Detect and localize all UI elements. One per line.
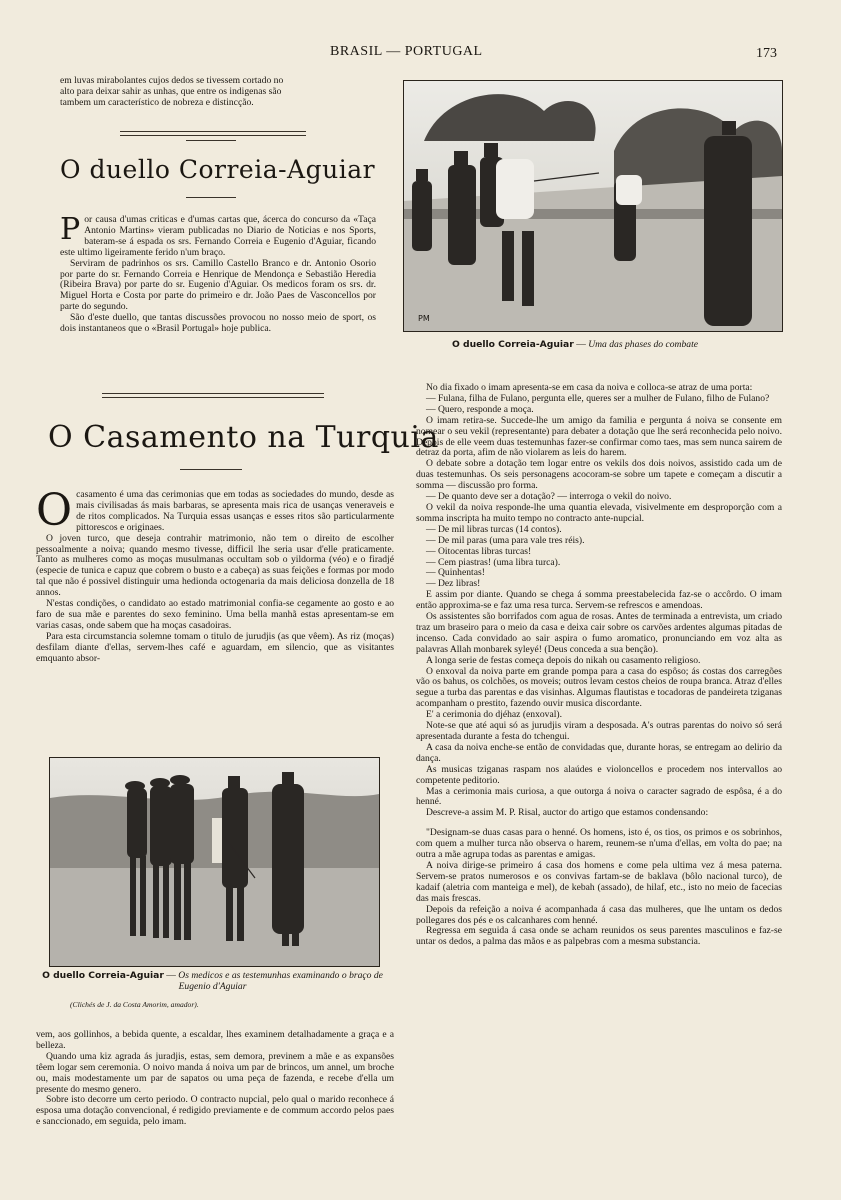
body-paragraph: O debate sobre a dotação tem logar entre os vekils dos dois noivos, assistido cada um de duas testemunhas. Os seis personagens acocoram-se sobre um tapete e começam a discutir a somma — discussão pro forma.	[416, 458, 782, 492]
body-paragraph: Descreve-a assim M. P. Risal, auctor do artigo que estamos condensando:	[426, 807, 709, 819]
caption-dash: —	[166, 970, 176, 981]
body-paragraph: As musicas tziganas raspam nos alaúdes e violoncellos e procedem nos intervallos ao competente peditorio.	[416, 763, 782, 786]
wedding-article-continued	[36, 1030, 394, 1128]
divider	[180, 469, 242, 470]
dialogue-line: — De mil paras (uma para vale tres réis).	[426, 534, 585, 546]
quoted-paragraph: A noiva dirige-se primeiro á casa dos homens e come pela ultima vez á mesa paterna. Servem-se pratos numerosos e os convivas fartam-se de baklava (bôlo nacional turco), de kadaif (aletria com manteiga e mel), de kebah (assado), de hilaf, etc., isto no meio de facecias das mais frescas.	[416, 859, 782, 904]
page-number: 173	[756, 46, 777, 61]
wedding-paragraph: Para esta circumstancia solemne tomam o titulo de jurudjis (as que vêem). As riz (moças) desfilam diante d'ellas, servem-lhes café e aguardam, em silencio, que as visitantes emquanto absor-	[36, 630, 394, 664]
running-title: BRASIL — PORTUGAL	[330, 44, 483, 59]
dropcap: P	[60, 212, 81, 247]
divider	[120, 131, 306, 136]
wedding-paragraph: O joven turco, que deseja contrahir matrimonio, não tem o direito de escolher pessoalmente a noiva; quando mesmo tivesse, difficil lhe seria usar d'elle praticamente. Tanto as mulheres como as moças musulmanas occultam sob o yildorma (véo) e o firadjé (especie de tunica e capuz que cobrem o busto e a cabeça) as suas feições e formas por modo tal que não é possivel distinguir uma hedionda octogenaria da mais deliciosa donzella de 18 annos.	[36, 532, 394, 599]
wedding-article-title: O Casamento na Turquia	[48, 420, 439, 455]
photo-duel-combat	[403, 80, 783, 332]
body-paragraph: Os assistentes são borrifados com agua de rosas. Antes de terminada a entrevista, um criado traz um braseiro para o meio da casa e deixa cair sobre os carvões ardentes algumas pitadas de incenso. Cada convidado ao sair aspira o fumo aromatico, pronunciando em voz alta as palavras Allah monbarek syleyé! (Deus conceda a sua benção).	[416, 611, 782, 655]
quoted-paragraph: Regressa em seguida á casa onde se acham reunidos os seus parentes masculinos e faz-se untar os dedos, a palma das mãos e as palpebras com a mesma substancia.	[416, 925, 782, 948]
body-paragraph: Note-se que até aqui só as jurudjis viram a desposada. A's outras parentas do noivo só será apresentada durante a festa do tchengui.	[416, 720, 782, 742]
duel-article-title: O duello Correia-Aguiar	[60, 155, 376, 184]
quoted-paragraph: "Designam-se duas casas para o henné. Os homens, isto é, os tios, os primos e os sobrinhos, com quem a mulher turca não observa o harem, reunem-se n'uma d'ellas, em volta do pae; na outra a mãe agrupa todas as parentas e amigas.	[416, 827, 782, 861]
intro-line: alto para deixar sahir as unhas, que entre os indigenas são	[60, 85, 282, 97]
caption-text: Uma das phases do combate	[588, 339, 698, 350]
caption-label: O duello Correia-Aguiar	[452, 339, 574, 350]
body-paragraph: A casa da noiva enche-se então de convidadas que, durante horas, se entregam ao delirio da dança.	[416, 741, 782, 764]
body-paragraph: — Quero, responde a moça.	[426, 403, 534, 415]
wedding-paragraph: Sobre isto decorre um certo periodo. O contracto nupcial, pelo qual o marido reconhece á esposa uma dotação convencional, é redigido previamente e de commum accordo pelos paes e sanccionado, em seguida, pelo imam.	[36, 1094, 394, 1128]
body-paragraph: No dia fixado o imam apresenta-se em casa da noiva e colloca-se atraz de uma porta:	[426, 382, 753, 393]
wedding-paragraph: casamento é uma das cerimonias que em todas as sociedades do mundo, desde as mais civilisadas ás mais barbaras, se apresenta mais rica de usanças veneraveis e de ritos complicados. Na Turquia essas usanças e esses ritos são particularmente pittorescos e originaes.	[76, 489, 394, 533]
wedding-paragraph: N'estas condições, o candidato ao estado matrimonial confia-se cegamente ao gosto e ao faro de sua mãe e parentes do sexo feminino. Uma bella manhã estas apresentam-se em varias casas, onde sabem que ha moças casadoiras.	[36, 598, 394, 631]
body-paragraph: O imam retira-se. Succede-lhe um amigo da familia e pergunta á noiva se consente em nomear o seu vekil (representante) para debater a dotação que lhe será reconhecida pelo noivo. Depois de elle veem duas testemunhas fazer-se confirmar como taes, mas sem nunca sairem de detraz da porta, afim de não violarem as leis do harem.	[416, 414, 782, 459]
divider	[102, 393, 324, 398]
caption-text: Os medicos e as testemunhas examinando o braço de Eugenio d'Aguiar	[178, 970, 383, 992]
duel-paragraph: Serviram de padrinhos os srs. Camillo Castello Branco e dr. Antonio Osorio por parte do sr. Fernando Correia e Henrique de Mendonça e Sebastião Heredia (Ribeira Brava) por parte do sr. Eugenio d'Aguiar. Os medicos foram os srs. dr. Miguel Horta e Costa por parte do primeiro e dr. João Paes de Vasconcellos por parte do segundo.	[60, 257, 376, 313]
photo2-caption	[40, 970, 385, 992]
body-paragraph: E assim por diante. Quando se chega á somma preestabelecida faz-se o accôrdo. O imam então approxima-se e faz uma resa turca. Servem-se refrescos e amendoas.	[416, 589, 782, 612]
duel-article-body	[60, 212, 376, 335]
dialogue-line: — Oitocentas libras turcas!	[426, 545, 532, 557]
dialogue-line: — Dez libras!	[426, 578, 481, 590]
intro-paragraph	[60, 76, 376, 109]
body-paragraph: — De quanto deve ser a dotação? — interroga o vekil do noivo.	[426, 491, 672, 503]
intro-line: tambem um característico de nobreza e distincção.	[60, 96, 254, 108]
duel-paragraph: or causa d'umas criticas e d'umas cartas que, ácerca do concurso da «Taça Antonio Martins» vieram publicadas no Diario de Noticias e nos Sports, bateram-se á espada os srs. Fernando Correia e Eugenio d'Aguiar, ficando este ultimo ligeiramente ferido n'um braço.	[60, 214, 376, 258]
divider	[186, 197, 236, 198]
wedding-article-right-column	[416, 383, 782, 948]
wedding-article-body	[36, 485, 394, 665]
quoted-paragraph: Depois da refeição a noiva é acompanhada á casa das mulheres, que lhe untam os dedos pollegares dos pés e os calcanhares com henné.	[416, 903, 782, 926]
divider	[186, 140, 236, 141]
body-paragraph: O vekil da noiva responde-lhe uma quantia elevada, visivelmente em desproporção com a somma inscripta ha muito tempo no contracto ante-nupcial.	[416, 501, 782, 524]
body-paragraph: E' a cerimonia do djéhaz (enxoval).	[426, 709, 562, 721]
photo-doctors-examining-arm	[49, 757, 380, 967]
dialogue-line: — Cem piastras! (uma libra turca).	[426, 556, 561, 568]
duel-paragraph: São d'este duello, que tantas discussões provocou no nosso meio de sport, os dois instantaneos que o «Brasil Portugal» hoje publica.	[60, 312, 376, 335]
caption-dash: —	[576, 339, 586, 350]
wedding-paragraph: vem, aos gollinhos, a bebida quente, a escaldar, lhes examinem detalhadamente a graça e a belleza.	[36, 1029, 394, 1051]
caption-label: O duello Correia-Aguiar	[42, 970, 164, 981]
wedding-paragraph: Quando uma kiz agrada ás juradjis, estas, sem demora, previnem a mãe e as expansões têem logar sem ceremonia. O noivo manda á noiva um par de brincos, um annel, um broche ou, mais modestamente um par de sapatos ou uma peça de fazenda, e recebe d'ella um presente do mesmo genero.	[36, 1050, 394, 1095]
dialogue-line: — De mil libras turcas (14 contos).	[426, 523, 562, 535]
dropcap: O	[36, 485, 73, 536]
photo-mark: PM	[418, 314, 430, 323]
photo-credit: (Clichés de J. da Costa Amorim, amador).	[70, 1000, 199, 1009]
intro-line: em luvas mirabolantes cujos dedos se tivessem cortado no	[60, 75, 284, 86]
photo1-caption	[452, 339, 782, 350]
body-paragraph: O enxoval da noiva parte em grande pompa para a casa do espôso; ás costas dos carregões vão os bahus, os colchões, os moveis; outros levam cestos cheios de roupa branca. Atraz d'elles segue a turba das parentas e das visinhas. Algumas flautistas e tocadoras de pandeireta tziganas acompanham o prestito, fazendo ouvir musica discordante.	[416, 665, 782, 710]
dialogue-line: — Quinhentas!	[426, 567, 485, 579]
body-paragraph: Mas a cerimonia mais curiosa, a que outorga á noiva o caracter sagrado de espôsa, é a do henné.	[416, 785, 782, 808]
body-paragraph: A longa serie de festas começa depois do nikah ou casamento religioso.	[426, 654, 701, 666]
body-paragraph: — Fulana, filha de Fulano, pergunta elle, queres ser a mulher de Fulano, filho de Fulano?	[426, 392, 770, 404]
